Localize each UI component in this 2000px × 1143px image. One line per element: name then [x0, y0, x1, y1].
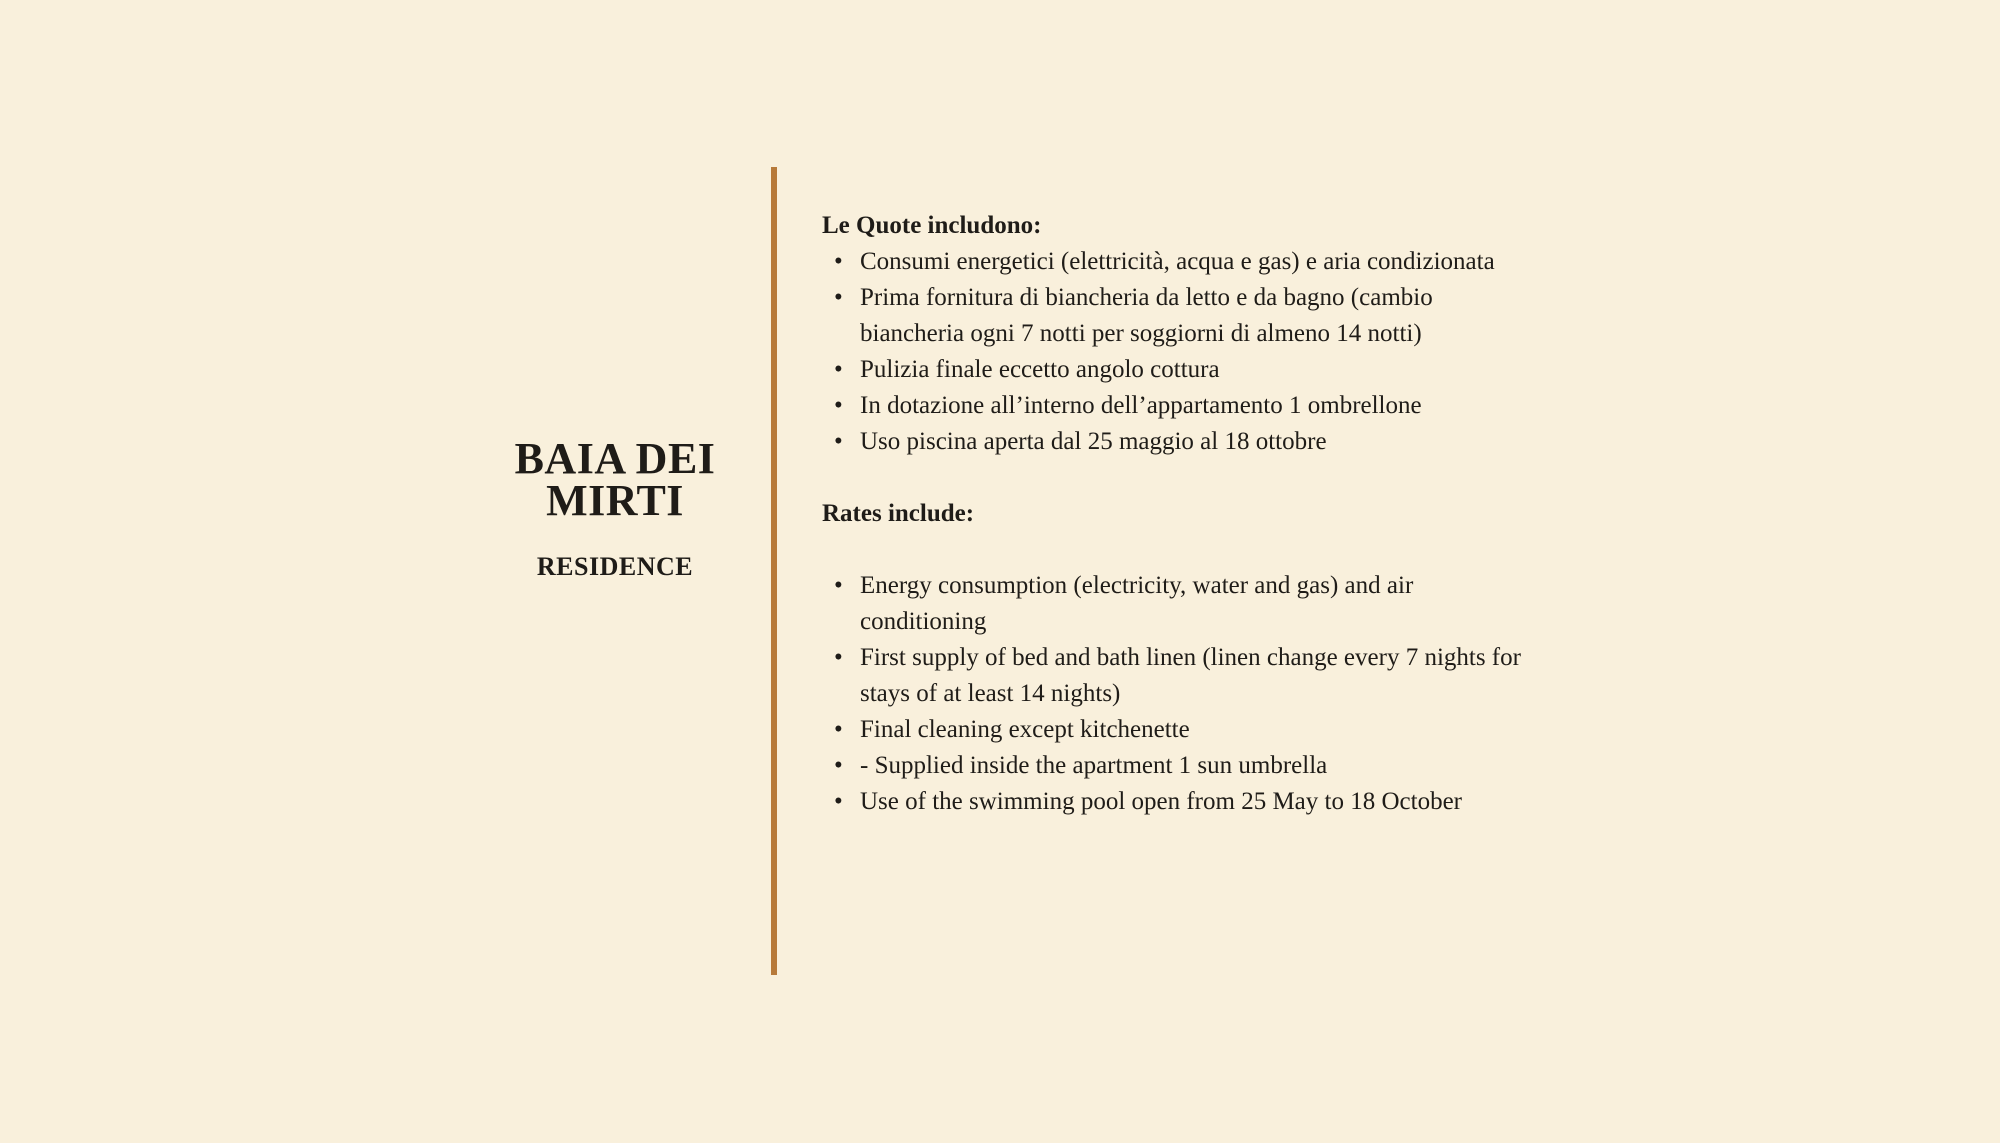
brand-subtitle: RESIDENCE — [536, 552, 694, 581]
italian-section-title: Le Quote includono: — [822, 212, 1042, 239]
vertical-divider — [771, 167, 777, 975]
brand-block — [480, 434, 750, 582]
list-item: • Final cleaning except kitchenette — [860, 712, 1522, 748]
list-item: • Energy consumption (electricity, water and gas) and air conditioning — [860, 568, 1522, 640]
rates-content — [822, 208, 1522, 820]
brand-name: BAIA DEI MIRTI — [514, 434, 716, 525]
list-item: • - Supplied inside the apartment 1 sun umbrella — [860, 748, 1522, 784]
list-item: • In dotazione all’interno dell’appartamento 1 ombrellone — [860, 388, 1522, 424]
list-item: • First supply of bed and bath linen (linen change every 7 nights for stays of at least 14 nights) — [860, 640, 1522, 712]
list-item: • Pulizia finale eccetto angolo cottura — [860, 352, 1522, 388]
section-spacer — [822, 532, 1522, 568]
list-item: • Uso piscina aperta dal 25 maggio al 18 ottobre — [860, 424, 1522, 460]
english-list — [822, 568, 1522, 820]
section-spacer — [822, 460, 1522, 496]
list-item: • Use of the swimming pool open from 25 May to 18 October — [860, 784, 1522, 820]
list-item: • Consumi energetici (elettricità, acqua e gas) e aria condizionata — [860, 244, 1522, 280]
english-section-title: Rates include: — [822, 500, 975, 527]
italian-list — [822, 244, 1522, 460]
list-item: • Prima fornitura di biancheria da letto e da bagno (cambio biancheria ogni 7 notti per soggiorni di almeno 14 notti) — [860, 280, 1522, 352]
